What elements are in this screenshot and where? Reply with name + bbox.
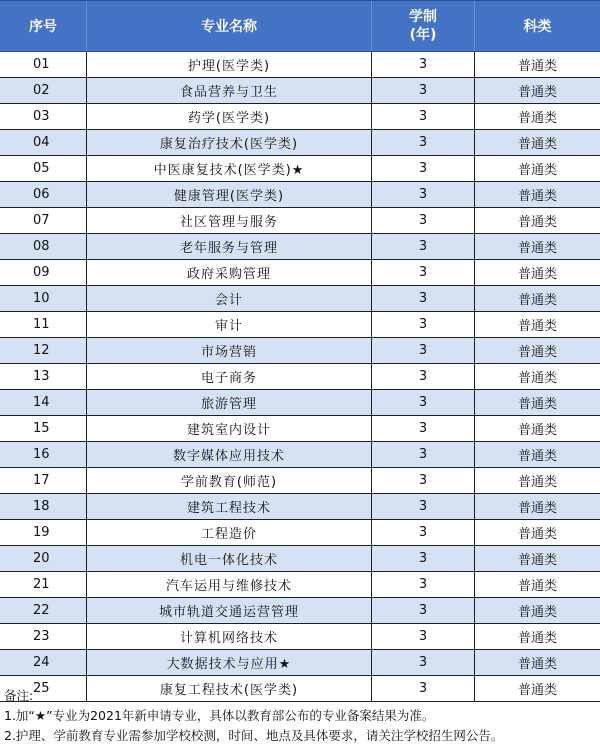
major-name: 护理(医学类) — [87, 52, 372, 77]
header-category: 科类 — [523, 19, 552, 35]
row-number: 17 — [0, 468, 87, 493]
category: 普通类 — [517, 631, 557, 646]
major-name: 康复治疗技术(医学类) — [87, 130, 372, 155]
duration-years: 3 — [372, 624, 475, 649]
duration-years: 3 — [372, 78, 475, 103]
table-row — [0, 546, 600, 572]
duration-years: 3 — [372, 234, 475, 259]
table-row — [0, 286, 600, 312]
duration-years: 3 — [372, 286, 475, 311]
category: 普通类 — [517, 605, 557, 620]
table-row — [0, 312, 600, 338]
row-number: 11 — [0, 312, 87, 337]
notes-section — [4, 686, 598, 746]
major-name: 市场营销 — [87, 338, 372, 363]
category: 普通类 — [517, 371, 557, 386]
category: 普通类 — [517, 527, 557, 542]
duration-years: 3 — [372, 442, 475, 467]
row-number: 14 — [0, 390, 87, 415]
table-row — [0, 520, 600, 546]
row-number: 23 — [0, 624, 87, 649]
table-row — [0, 182, 600, 208]
major-name: 旅游管理 — [87, 390, 372, 415]
category: 普通类 — [517, 397, 557, 412]
table-row — [0, 260, 600, 286]
major-name: 社区管理与服务 — [87, 208, 372, 233]
table-header — [0, 1, 600, 52]
row-number: 03 — [0, 104, 87, 129]
major-name: 食品营养与卫生 — [87, 78, 372, 103]
category: 普通类 — [517, 475, 557, 490]
duration-years: 3 — [372, 676, 475, 701]
duration-years: 3 — [372, 52, 475, 77]
major-name: 建筑室内设计 — [87, 416, 372, 441]
duration-years: 3 — [372, 156, 475, 181]
major-name: 审计 — [87, 312, 372, 337]
note-item-2: 2.护理、学前教育专业需参加学校校测，时间、地点及具体要求，请关注学校招生网公告。 — [4, 728, 504, 743]
row-number: 10 — [0, 286, 87, 311]
category: 普通类 — [517, 137, 557, 152]
row-number: 01 — [0, 52, 87, 77]
row-number: 22 — [0, 598, 87, 623]
duration-years: 3 — [372, 494, 475, 519]
row-number: 24 — [0, 650, 87, 675]
category: 普通类 — [517, 293, 557, 308]
duration-years: 3 — [372, 130, 475, 155]
table-row — [0, 390, 600, 416]
major-name: 药学(医学类) — [87, 104, 372, 129]
category: 普通类 — [517, 163, 557, 178]
table-row — [0, 416, 600, 442]
duration-years: 3 — [372, 260, 475, 285]
header-major-name: 专业名称 — [87, 1, 372, 51]
table-row — [0, 234, 600, 260]
row-number: 12 — [0, 338, 87, 363]
header-duration-unit: (年) — [409, 27, 437, 43]
category: 普通类 — [517, 111, 557, 126]
table-row — [0, 156, 600, 182]
row-number: 06 — [0, 182, 87, 207]
duration-years: 3 — [372, 468, 475, 493]
duration-years: 3 — [372, 598, 475, 623]
duration-years: 3 — [372, 520, 475, 545]
table-row — [0, 624, 600, 650]
category: 普通类 — [517, 215, 557, 230]
category: 普通类 — [517, 683, 557, 698]
major-name: 学前教育(师范) — [87, 468, 372, 493]
table-row — [0, 442, 600, 468]
category: 普通类 — [517, 501, 557, 516]
table-row — [0, 468, 600, 494]
row-number: 05 — [0, 156, 87, 181]
major-name: 建筑工程技术 — [87, 494, 372, 519]
category: 普通类 — [517, 85, 557, 100]
row-number: 25 — [0, 676, 87, 701]
table-row — [0, 598, 600, 624]
category: 普通类 — [517, 449, 557, 464]
major-name: 数字媒体应用技术 — [87, 442, 372, 467]
duration-years: 3 — [372, 546, 475, 571]
major-name: 工程造价 — [87, 520, 372, 545]
duration-years: 3 — [372, 572, 475, 597]
major-name: 健康管理(医学类) — [87, 182, 372, 207]
header-duration-label: 学制 — [409, 9, 437, 25]
category: 普通类 — [517, 423, 557, 438]
duration-years: 3 — [372, 104, 475, 129]
table-row — [0, 364, 600, 390]
row-number: 09 — [0, 260, 87, 285]
row-number: 20 — [0, 546, 87, 571]
table-row — [0, 208, 600, 234]
major-name: 大数据技术与应用★ — [87, 650, 372, 675]
major-name: 汽车运用与维修技术 — [87, 572, 372, 597]
major-name: 电子商务 — [87, 364, 372, 389]
table-row — [0, 338, 600, 364]
duration-years: 3 — [372, 312, 475, 337]
category: 普通类 — [517, 345, 557, 360]
row-number: 08 — [0, 234, 87, 259]
category: 普通类 — [517, 319, 557, 334]
major-name: 政府采购管理 — [87, 260, 372, 285]
table-row — [0, 494, 600, 520]
major-name: 机电一体化技术 — [87, 546, 372, 571]
row-number: 19 — [0, 520, 87, 545]
table-row — [0, 78, 600, 104]
row-number: 07 — [0, 208, 87, 233]
row-number: 21 — [0, 572, 87, 597]
table-row — [0, 572, 600, 598]
notes-title: 备注: — [4, 688, 34, 703]
duration-years: 3 — [372, 416, 475, 441]
category: 普通类 — [517, 267, 557, 282]
major-name: 城市轨道交通运营管理 — [87, 598, 372, 623]
table-row — [0, 104, 600, 130]
note-item-1: 1.加“★”专业为2021年新申请专业，具体以教育部公布的专业备案结果为准。 — [4, 708, 435, 723]
major-name: 老年服务与管理 — [87, 234, 372, 259]
category: 普通类 — [517, 579, 557, 594]
major-name: 中医康复技术(医学类)★ — [87, 156, 372, 181]
row-number: 13 — [0, 364, 87, 389]
duration-years: 3 — [372, 182, 475, 207]
row-number: 16 — [0, 442, 87, 467]
duration-years: 3 — [372, 364, 475, 389]
row-number: 02 — [0, 78, 87, 103]
header-duration — [372, 1, 475, 51]
table-row — [0, 650, 600, 676]
category: 普通类 — [517, 553, 557, 568]
duration-years: 3 — [372, 390, 475, 415]
category: 普通类 — [517, 189, 557, 204]
table-body — [0, 52, 600, 702]
duration-years: 3 — [372, 208, 475, 233]
table-row — [0, 52, 600, 78]
major-name: 会计 — [87, 286, 372, 311]
row-number: 04 — [0, 130, 87, 155]
duration-years: 3 — [372, 650, 475, 675]
major-name: 康复工程技术(医学类) — [87, 676, 372, 701]
table-row — [0, 130, 600, 156]
category: 普通类 — [517, 59, 557, 74]
row-number: 15 — [0, 416, 87, 441]
major-name: 计算机网络技术 — [87, 624, 372, 649]
header-no: 序号 — [0, 1, 87, 51]
row-number: 18 — [0, 494, 87, 519]
category: 普通类 — [517, 241, 557, 256]
category: 普通类 — [517, 657, 557, 672]
duration-years: 3 — [372, 338, 475, 363]
